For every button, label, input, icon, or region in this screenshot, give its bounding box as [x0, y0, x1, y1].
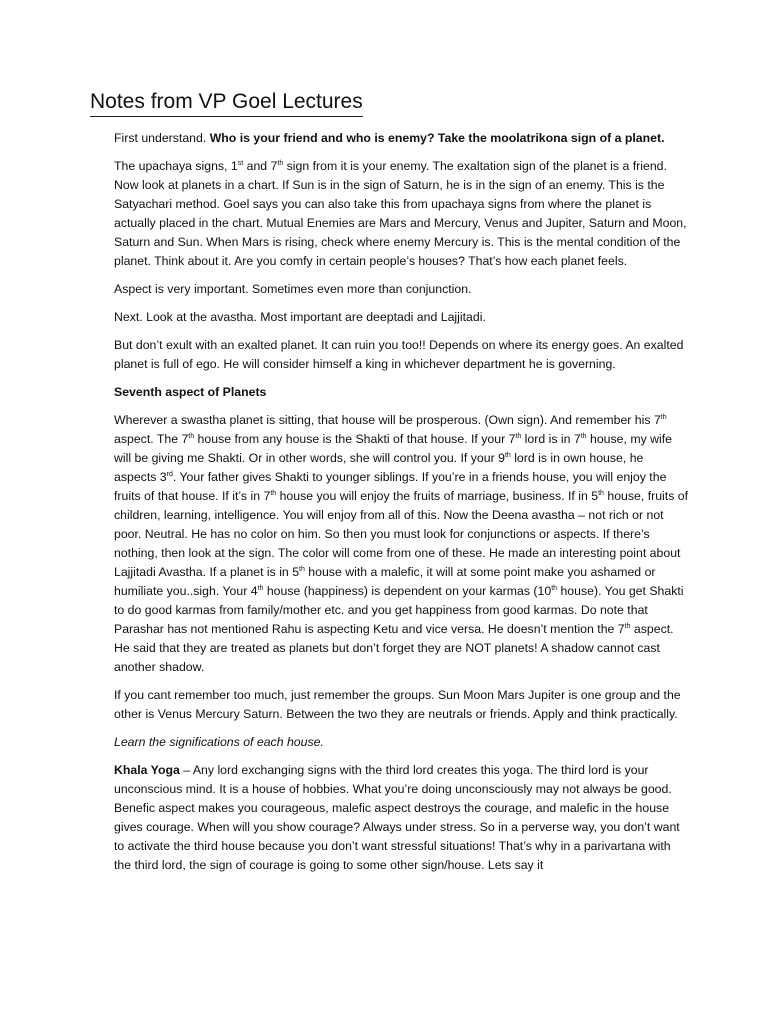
- p6-sup: th: [624, 622, 631, 630]
- p2-sup-2: th: [277, 159, 284, 167]
- p6-text-l: house). You get Shakti to do good karmas from family/mother etc. and you get happiness from good karmas. Do note that Parashar has not mentioned Rahu is aspecting Ketu and vice versa. He doesn’t mention the 7: [114, 584, 684, 636]
- p6-text-h: house you will enjoy the fruits of marriage, business. If in 5: [276, 489, 599, 503]
- p2-sup-1: st: [237, 159, 244, 167]
- p6-text-b: aspect. The 7: [114, 432, 189, 446]
- p6-text-k: house (happiness) is dependent on your karmas (10: [263, 584, 552, 598]
- paragraph-significations: Learn the significations of each house.: [114, 735, 324, 749]
- page-title: Notes from VP Goel Lectures: [90, 90, 363, 117]
- p6-text-g: . Your father gives Shakti to younger siblings. If you’re in a friends house, you will enjoy the fruits of that house. If it’s in 7: [114, 470, 667, 503]
- p6-sup: th: [188, 432, 195, 440]
- p6-text-f: lord is in own house, he aspects 3: [114, 451, 644, 484]
- p6-sup: th: [660, 413, 667, 421]
- p6-text-a: Wherever a swastha planet is sitting, that house will be prosperous. (Own sign). And remember his 7: [114, 413, 661, 427]
- p6-sup: th: [515, 432, 522, 440]
- p6-sup: th: [580, 432, 587, 440]
- p6-sup: th: [257, 584, 264, 592]
- paragraph-upachaya: [114, 157, 689, 271]
- p1-lead: First understand.: [114, 131, 210, 145]
- p6-text-m: aspect. He said that they are treated as planets but don’t forget they are NOT planets! A shadow cannot cast another shadow.: [114, 622, 674, 674]
- p6-text-c: house from any house is the Shakti of that house. If your 7: [194, 432, 516, 446]
- p2-text-a: The upachaya signs, 1: [114, 159, 238, 173]
- p6-sup: th: [270, 489, 277, 497]
- paragraph-groups: If you cant remember too much, just remember the groups. Sun Moon Mars Jupiter is one group and the other is Venus Mercury Saturn. Between the two they are neutrals or friends. Apply and think practically.: [114, 688, 681, 721]
- p6-sup: rd: [166, 470, 173, 478]
- p2-text-c: sign from it is your enemy. The exaltation sign of the planet is a friend. Now look at planets in a chart. If Sun is in the sign of Saturn, he is in the sign of an enemy. This is the Satyachari method. Goel says you can also take this from upachaya signs from where the planet is actually placed in the chart. Mutual Enemies are Mars and Mercury, Venus and Jupiter, Saturn and Moon, Saturn and Sun. When Mars is rising, check where enemy Mercury is. This is the mental condition of the planet. Think about it. Are you comfy in certain people’s houses? That’s how each planet feels.: [114, 159, 687, 268]
- paragraph-swastha: [114, 411, 689, 677]
- paragraph-avastha: Next. Look at the avastha. Most important are deeptadi and Lajjitadi.: [114, 310, 486, 324]
- p6-sup: th: [504, 451, 511, 459]
- khala-yoga-text: – Any lord exchanging signs with the third lord creates this yoga. The third lord is your unconscious mind. It is a house of hobbies. What you’re doing unconsciously may not always be good. Benefic aspect makes you courageous, malefic aspect destroys the courage, and malefic in the house gives courage. When will you show courage? Always under stress. So in a perverse way, you don’t want to activate the third house because you don’t want stressful situations! That’s why in a parivartana with the third lord, the sign of courage is going to some other sign/house. Lets say it: [114, 763, 680, 872]
- paragraph-khala-yoga: [114, 761, 689, 875]
- p6-text-i: house, fruits of children, learning, intelligence. You will enjoy from all of this. Now the Deena avastha – not rich or not poor. Neutral. He has no color on him. So then you must look for conjunctions or aspects. If there’s nothing, then look at the sign. The color will come from one of these. He made an interesting point about Lajjitadi Avastha. If a planet is in 5: [114, 489, 689, 579]
- document-body: [114, 129, 689, 875]
- p1-bold: Who is your friend and who is enemy? Take the moolatrikona sign of a planet.: [209, 131, 665, 145]
- heading-seventh-aspect: Seventh aspect of Planets: [114, 385, 267, 399]
- p6-sup: th: [299, 565, 305, 573]
- p6-sup: th: [551, 584, 558, 592]
- p6-text-j: house with a malefic, it will at some point make you ashamed or humiliate you..sigh. Your 4: [114, 565, 656, 598]
- p6-text-d: lord is in 7: [521, 432, 581, 446]
- paragraph-exalted-planet: But don’t exult with an exalted planet. It can ruin you too!! Depends on where its energy goes. An exalted planet is full of ego. He will consider himself a king in whichever department he is governing.: [114, 338, 684, 371]
- paragraph-aspect: Aspect is very important. Sometimes even more than conjunction.: [114, 282, 472, 296]
- p6-text-e: house, my wife will be giving me Shakti. Or in other words, she will control you. If your 9: [114, 432, 673, 465]
- khala-yoga-term: Khala Yoga: [114, 763, 180, 777]
- p6-sup: th: [598, 489, 604, 497]
- paragraph-first-understand: [114, 129, 689, 148]
- p2-text-b: and 7: [243, 159, 278, 173]
